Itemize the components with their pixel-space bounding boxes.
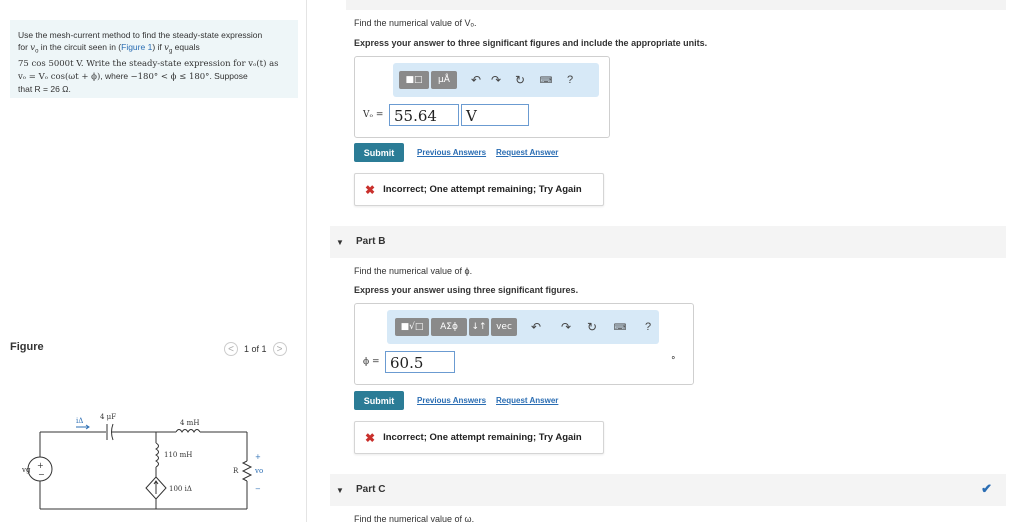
dependent-source-label: 100 iΔ xyxy=(169,485,192,493)
capacitor-label: 4 μF xyxy=(100,413,117,421)
inductor-110mh-label: 110 mH xyxy=(164,451,193,459)
resistor-label: R xyxy=(233,467,239,475)
problem-line-4: vₒ = Vₒ cos(ωt + ϕ), where −180° < ϕ ≤ 180°. Suppose xyxy=(18,70,248,82)
redo-icon[interactable]: ↷ xyxy=(560,320,572,334)
undo-icon[interactable]: ↶ xyxy=(530,320,542,334)
incorrect-icon: ✖ xyxy=(365,182,376,197)
help-icon[interactable]: ? xyxy=(566,74,574,86)
incorrect-icon: ✖ xyxy=(365,430,376,445)
subscript-button[interactable]: ↓↑ xyxy=(469,318,489,336)
part-b-toolbar xyxy=(387,310,659,344)
source-plus: + xyxy=(37,461,44,470)
templates-button[interactable]: ■√□ xyxy=(395,318,429,336)
part-b-value-input[interactable]: 60.5 xyxy=(385,351,455,373)
part-a-label: Vₒ = xyxy=(363,110,384,120)
part-a-submit-button[interactable]: Submit xyxy=(354,143,404,162)
part-a-toolbar xyxy=(393,63,599,97)
degree-unit: ° xyxy=(671,356,676,366)
figure-pager xyxy=(224,342,287,356)
part-c-question: Find the numerical value of ω. xyxy=(354,514,475,524)
part-b-question: Find the numerical value of ϕ. xyxy=(354,266,473,276)
templates-button[interactable]: ■□ xyxy=(399,71,429,89)
problem-statement xyxy=(10,20,298,98)
reset-icon[interactable]: ↻ xyxy=(514,73,526,87)
part-c-header[interactable]: ▼ Part C ✔ xyxy=(330,474,1006,506)
collapse-triangle-icon[interactable]: ▼ xyxy=(336,486,344,495)
top-strip xyxy=(346,0,1006,10)
part-a-instruction: Express your answer to three significant figures and include the appropriate units. xyxy=(354,38,708,48)
problem-line-1: Use the mesh-current method to find the steady-state expression xyxy=(18,30,263,40)
figure-label: Figure xyxy=(10,341,44,353)
vo-minus: − xyxy=(255,485,261,493)
part-b-request-answer-link[interactable]: Request Answer xyxy=(496,396,559,405)
units-button[interactable]: μÅ xyxy=(431,71,457,89)
source-minus: − xyxy=(38,470,45,479)
left-panel xyxy=(0,0,307,522)
problem-line-3: 75 cos 5000t V. Write the steady-state expression for vₒ(t) as xyxy=(18,58,279,69)
part-b-label: ϕ = xyxy=(363,357,380,367)
part-a-feedback: ✖ Incorrect; One attempt remaining; Try Again xyxy=(354,173,604,206)
problem-line-5: that R = 26 Ω. xyxy=(18,83,71,94)
part-b-feedback: ✖ Incorrect; One attempt remaining; Try Again xyxy=(354,421,604,454)
part-b-answer-box xyxy=(354,303,694,385)
part-b-header[interactable]: ▼ Part B xyxy=(330,226,1006,258)
part-a-request-answer-link[interactable]: Request Answer xyxy=(496,148,559,157)
part-a-answer-box xyxy=(354,56,610,138)
vo-plus: + xyxy=(255,453,261,461)
redo-icon[interactable]: ↷ xyxy=(490,73,502,87)
pager-count: 1 of 1 xyxy=(244,344,267,354)
prev-figure-button[interactable]: < xyxy=(224,342,238,356)
completed-check-icon: ✔ xyxy=(981,481,992,496)
part-b-submit-button[interactable]: Submit xyxy=(354,391,404,410)
greek-symbols-button[interactable]: AΣϕ xyxy=(431,318,467,336)
problem-line-2: for $v_o$ in the circuit seen in (Figure 1) if $v_g$ equals xyxy=(18,42,200,55)
part-b-instruction: Express your answer using three significant figures. xyxy=(354,285,579,295)
vo-label: vo xyxy=(255,467,264,475)
inductor-4mh-label: 4 mH xyxy=(180,419,200,427)
undo-icon[interactable]: ↶ xyxy=(470,73,482,87)
keyboard-icon[interactable]: ⌨ xyxy=(539,74,553,85)
collapse-triangle-icon[interactable]: ▼ xyxy=(336,238,344,247)
i-delta-label: iΔ xyxy=(76,417,84,425)
vector-button[interactable]: vec xyxy=(491,318,517,336)
keyboard-icon[interactable]: ⌨ xyxy=(613,321,627,332)
figure-link[interactable]: Figure 1 xyxy=(121,42,153,52)
part-a-previous-answers-link[interactable]: Previous Answers xyxy=(417,148,487,157)
part-b-previous-answers-link[interactable]: Previous Answers xyxy=(417,396,487,405)
next-figure-button[interactable]: > xyxy=(273,342,287,356)
reset-icon[interactable]: ↻ xyxy=(586,320,598,334)
circuit-diagram xyxy=(22,405,270,517)
vg-label: vg xyxy=(22,466,31,474)
part-a-question: Find the numerical value of Vₒ. xyxy=(354,18,477,28)
help-icon[interactable]: ? xyxy=(644,321,652,333)
part-a-unit-input[interactable]: V xyxy=(461,104,529,126)
part-a-value-input[interactable]: 55.64 xyxy=(389,104,459,126)
